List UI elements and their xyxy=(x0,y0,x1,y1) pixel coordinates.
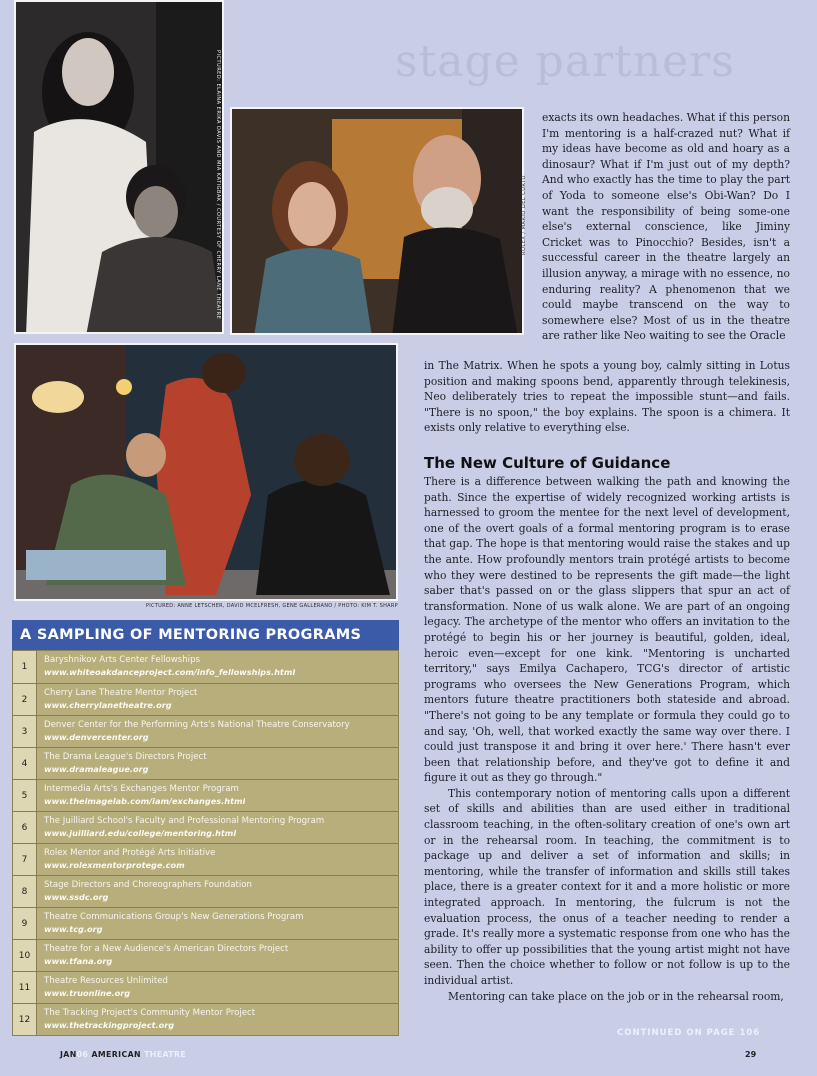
program-number: 4 xyxy=(13,748,37,779)
program-url[interactable]: www.truonline.org xyxy=(44,988,131,998)
program-row xyxy=(13,875,398,907)
program-number: 3 xyxy=(13,716,37,747)
program-name: Theatre for a New Audience's American Directors Project xyxy=(44,944,289,954)
program-number: 6 xyxy=(13,812,37,843)
photo-credit-3: PICTURED: ANNE LETSCHER, DAVID MCELFRESH, GENE GALLERANO / PHOTO: KIM T. SHARP xyxy=(145,603,398,609)
program-name: The Tracking Project's Community Mentor Project xyxy=(44,1008,256,1018)
program-details xyxy=(37,972,168,1003)
program-row xyxy=(13,715,398,747)
program-list xyxy=(12,650,399,1036)
program-number: 12 xyxy=(13,1004,37,1035)
program-url[interactable]: www.denvercenter.org xyxy=(44,732,149,742)
program-number: 9 xyxy=(13,908,37,939)
program-row xyxy=(13,779,398,811)
paragraph: exacts its own headaches. What if this person I'm mentoring is a half-crazed nut? What if my ideas have become as old and hoary as a dinosaur? What if I'm just out of my depth? And who exactly has the time to play the part of Yoda to someone else's Obi-Wan? Do I want the responsibility of being some-one else's external conscience, like Jiminy Cricket was to Pinocchio? Besides, isn't a successful career in the theatre largely an illusion anyway, a mirage with no essence, no enduring reality? A phenomenon that we could maybe transcend on the way to somewhere else? Most of us in the theatre are rather like Neo waiting to see the Oracle xyxy=(542,111,790,343)
program-name: Stage Directors and Choreographers Foundation xyxy=(44,880,252,890)
program-details xyxy=(37,716,350,747)
program-number: 11 xyxy=(13,972,37,1003)
footer-month: JAN xyxy=(60,1050,77,1059)
article-column-top xyxy=(542,110,790,344)
photo-credit-2: ROLEX / MARIO DEL CURTO xyxy=(521,175,527,255)
program-name: Rolex Mentor and Protégé Arts Initiative xyxy=(44,848,216,858)
program-row xyxy=(13,747,398,779)
program-row xyxy=(13,971,398,1003)
footer-year: 06 xyxy=(76,1050,89,1059)
program-url[interactable]: www.ssdc.org xyxy=(44,892,109,902)
program-details xyxy=(37,780,245,811)
program-details xyxy=(37,876,252,907)
program-row xyxy=(13,907,398,939)
program-details xyxy=(37,684,197,715)
footer-magazine-a: AMERICAN xyxy=(91,1050,141,1059)
photo-mentor-pair xyxy=(230,107,524,335)
program-url[interactable]: www.juilliard.edu/college/mentoring.html xyxy=(44,828,237,838)
program-details xyxy=(37,908,304,939)
program-details xyxy=(37,748,207,779)
paragraph: Mentoring can take place on the job or in the rehearsal room, xyxy=(448,989,784,1003)
program-name: The Drama League's Directors Project xyxy=(44,752,207,762)
sidebar-title: A SAMPLING OF MENTORING PROGRAMS xyxy=(12,620,399,650)
program-url[interactable]: www.whiteoakdanceproject.com/info_fellowships.html xyxy=(44,667,296,677)
program-name: Cherry Lane Theatre Mentor Project xyxy=(44,688,198,698)
program-url[interactable]: www.rolexmentorprotege.com xyxy=(44,860,185,870)
program-number: 10 xyxy=(13,940,37,971)
article-column-continued xyxy=(424,358,790,436)
photo-credit-1: PICTURED: ELAINA ERIKA DAVIS AND MIA KATIGBAK / COURTESY OF CHERRY LANE THEATRE xyxy=(215,50,221,320)
section-heading: The New Culture of Guidance xyxy=(424,454,671,472)
program-number: 5 xyxy=(13,780,37,811)
program-number: 1 xyxy=(13,651,37,683)
program-details xyxy=(37,651,295,683)
program-details xyxy=(37,1004,255,1035)
program-row xyxy=(13,811,398,843)
paragraph: There is a difference between walking the path and knowing the path. Since the expertise of widely recognized working artists is harnessed to groom the mentee for the next level of development, one of the overt goals of a formal mentoring program is to erase that gap. The hope is that mentoring would raise the stakes and up the ante. How profoundly mentors train protégé artists to become who they were destined to be represents the gift made—the light saber that's passed on or the glass slippers that spur an act of transformation. None of us walk alone. We are part of an ongoing legacy. The archetype of the mentor who offers an invitation to the protégé to begin his or her journey is beautiful, golden, ideal, heroic even—except for one kink. "Mentoring is uncharted territory," says Emilya Cachapero, TCG's director of artistic programs who oversees the New Generations Program, which mentors future theatre practitioners both stateside and abroad. "There's not going to be any template or formula they could go to and say, 'Oh, well, that worked exactly the same way over there. I could just transpose it and bring it over here.' There hasn't ever been that relationship before, and they've got to define it and figure it out as they go through." xyxy=(424,475,790,785)
program-name: Denver Center for the Performing Arts's National Theatre Conservatory xyxy=(44,720,350,730)
program-url[interactable]: www.dramaleague.org xyxy=(44,764,149,774)
program-details xyxy=(37,940,288,971)
program-name: Theatre Resources Unlimited xyxy=(44,976,168,986)
page-number: 29 xyxy=(745,1050,757,1059)
program-url[interactable]: www.thetrackingproject.org xyxy=(44,1020,175,1030)
program-url[interactable]: www.cherrylanetheatre.org xyxy=(44,700,172,710)
footer-issue xyxy=(60,1050,186,1059)
paragraph: This contemporary notion of mentoring calls upon a different set of skills and abilities than are used either in traditional classroom teaching, in the often-solitary creation of one's own art or in the rehearsal room. In teaching, the commitment is to package up and deliver a set of information and skills; in mentoring, while the transfer of information and skills still takes place, there is a greater context for it and a more holistic or more integrated approach. In mentoring, the fulcrum is not the evaluation process, the onus of a teacher needing to render a grade. It's really more a systematic response from one who has the ability to offer up possibilities that the young artist might not have seen. Then the choice whether to follow or not follow is up to the individual artist. xyxy=(424,786,790,987)
program-number: 8 xyxy=(13,876,37,907)
photo-actresses xyxy=(14,0,224,334)
program-number: 7 xyxy=(13,844,37,875)
program-row xyxy=(13,1003,398,1035)
program-row xyxy=(13,843,398,875)
program-row xyxy=(13,651,398,683)
program-name: Intermedia Arts's Exchanges Mentor Program xyxy=(44,784,239,794)
photo-three-actors xyxy=(14,343,398,601)
program-details xyxy=(37,844,215,875)
faded-heading: stage partners xyxy=(395,36,735,87)
program-url[interactable]: www.theimagelab.com/iam/exchanges.html xyxy=(44,796,246,806)
continued-on-page[interactable]: CONTINUED ON PAGE 106 xyxy=(617,1028,761,1038)
mentoring-programs-sidebar xyxy=(12,620,399,1036)
program-row xyxy=(13,939,398,971)
program-name: Theatre Communications Group's New Generations Program xyxy=(44,912,304,922)
article-body xyxy=(424,474,790,1004)
program-number: 2 xyxy=(13,684,37,715)
program-details xyxy=(37,812,324,843)
footer-magazine-b: THEATRE xyxy=(144,1050,187,1059)
program-name: The Juilliard School's Faculty and Professional Mentoring Program xyxy=(44,816,325,826)
program-url[interactable]: www.tcg.org xyxy=(44,924,103,934)
program-url[interactable]: www.tfana.org xyxy=(44,956,113,966)
paragraph: in The Matrix. When he spots a young boy, calmly sitting in Lotus position and making spoons bend, apparently through telekinesis, Neo deliberately tries to repeat the impossible stunt—and fails. "There is no spoon," the boy explains. The spoon is a chimera. It exists only relative to everything else. xyxy=(424,359,790,435)
program-name: Baryshnikov Arts Center Fellowships xyxy=(44,655,200,665)
program-row xyxy=(13,683,398,715)
